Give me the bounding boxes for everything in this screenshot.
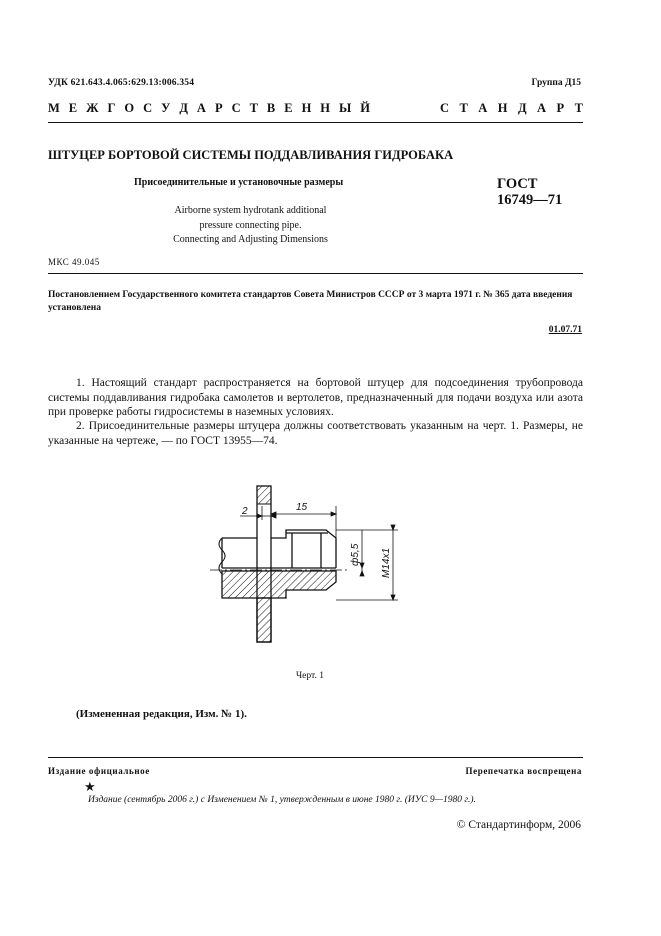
standard-heading-letter: Н xyxy=(497,101,508,115)
edition-note: Издание (сентябрь 2006 г.) с Изменением № 1, утвержденным в июне 1980 г. (ИУС 9—1980 г.). xyxy=(88,795,476,805)
body-outline xyxy=(222,530,336,568)
document-subtitle: Присоединительные и установочные размеры xyxy=(134,177,344,188)
standard-heading-letter: Е xyxy=(68,101,78,115)
paragraph-2: 2. Присоединительные размеры штуцера должны соответствовать указанным на черт. 1. Размеры, не указанные на чертеже, — по ГОСТ 13955—74. xyxy=(48,420,583,447)
figure-caption: Черт. 1 xyxy=(296,671,324,681)
standard-heading-letter: А xyxy=(478,101,488,115)
standard-heading-letter: А xyxy=(537,101,547,115)
udk-code: УДК 621.643.4.065:629.13:006.354 xyxy=(48,78,195,88)
gost-number xyxy=(497,176,562,208)
standard-heading-letter: Д xyxy=(517,101,527,115)
fitting-drawing xyxy=(200,470,420,670)
standard-heading-letter: Ы xyxy=(339,101,352,115)
flange-section-hatch xyxy=(257,598,271,642)
group-code: Группа Д15 xyxy=(531,78,581,88)
document-title: ШТУЦЕР БОРТОВОЙ СИСТЕМЫ ПОДДАВЛИВАНИЯ ГИДРОБАКА xyxy=(48,148,454,162)
amendment-note: (Измененная редакция, Изм. № 1). xyxy=(76,708,247,720)
footer-rule xyxy=(48,757,583,758)
english-title-line: pressure connecting pipe. xyxy=(199,219,302,231)
mks-code: МКС 49.045 xyxy=(48,257,100,267)
standard-word-interstate xyxy=(48,101,370,116)
standard-word-standard xyxy=(440,101,583,116)
standard-heading-letter: В xyxy=(266,101,276,115)
standard-heading-letter: Т xyxy=(574,101,583,115)
section-hatch xyxy=(222,571,336,598)
standard-heading-letter: А xyxy=(196,101,206,115)
standard-heading-letter: Н xyxy=(301,101,312,115)
standard-heading-letter: С xyxy=(231,101,241,115)
standard-heading-letter: Й xyxy=(360,101,370,115)
gost-label: ГОСТ xyxy=(497,176,538,192)
dimension-thread-label: М14х1 xyxy=(381,547,392,578)
fitting-outline xyxy=(222,486,336,642)
standard-heading-letter: Т xyxy=(459,101,468,115)
paragraph-1: 1. Настоящий стандарт распространяется на бортовой штуцер для подсоединения трубопровода системы поддавливания гидробака самолетов и вертолетов, предназначенный для подачи воздуха или азота при проверке работы гидросистемы в наземных условиях. xyxy=(48,377,583,418)
standard-heading-letter: Р xyxy=(556,101,565,115)
introduction-date: 01.07.71 xyxy=(548,325,582,335)
flange-top-hatch xyxy=(257,486,271,504)
decree-text: Постановлением Государственного комитета стандартов Совета Министров СССР от 3 марта 1971 г. № 365 дата введения установлена xyxy=(48,290,573,313)
standard-heading-letter: Р xyxy=(214,101,223,115)
standard-heading-letter: С xyxy=(143,101,153,115)
standard-heading-letter: У xyxy=(161,101,171,115)
gost-code: 16749—71 xyxy=(497,192,563,208)
standard-heading-letter: Ж xyxy=(86,101,99,115)
standard-heading-letter: М xyxy=(48,101,60,115)
header-rule xyxy=(48,122,583,123)
dimension-15-label: 15 xyxy=(296,502,308,513)
official-edition: Издание официальное xyxy=(48,766,150,776)
english-title-line: Airborne system hydrotank additional xyxy=(174,205,327,216)
standard-heading-letter: Т xyxy=(249,101,258,115)
reprint-prohibited: Перепечатка воспрещена xyxy=(465,766,582,776)
standard-heading-letter: О xyxy=(124,101,135,115)
english-title xyxy=(148,204,353,248)
english-title-line: Connecting and Adjusting Dimensions xyxy=(173,234,328,245)
mks-rule xyxy=(48,273,583,274)
standard-heading-letter: Н xyxy=(320,101,331,115)
copyright: © Стандартинформ, 2006 xyxy=(456,819,581,831)
standard-heading-letter: Е xyxy=(284,101,293,115)
standard-heading-letter: Д xyxy=(179,101,188,115)
dimension-2-label: 2 xyxy=(242,506,248,517)
standard-heading-letter: С xyxy=(440,101,450,115)
star-icon: ★ xyxy=(84,779,96,794)
standard-heading-letter: Г xyxy=(107,101,116,115)
dimension-diameter-label: ф5,5 xyxy=(350,543,361,566)
standard-type-heading xyxy=(48,101,583,116)
